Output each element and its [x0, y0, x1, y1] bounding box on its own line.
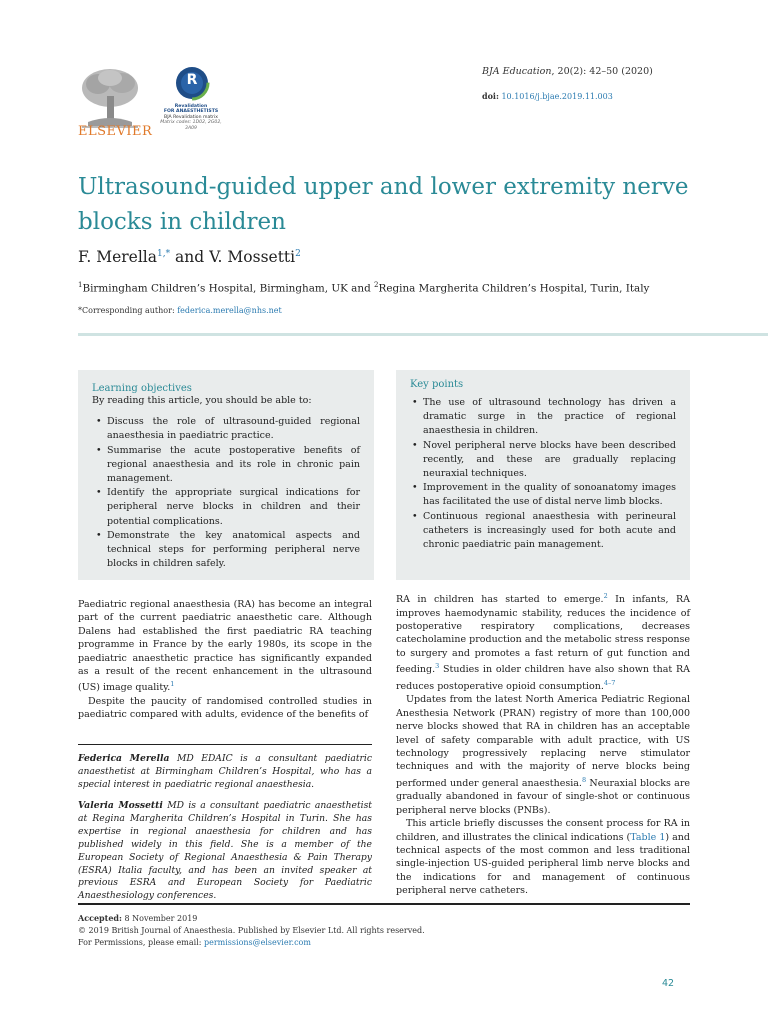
author-1-affiliation[interactable]: 1,*: [156, 248, 171, 259]
corresponding-author: [78, 306, 282, 315]
accepted-date: 8 November 2019: [121, 914, 198, 923]
affiliation-2: Regina Margherita Children’s Hospital, Turin, Italy: [378, 282, 650, 295]
body-paragraph: [396, 590, 690, 693]
bio-text: MD EDAIC is a consultant paediatric anaesthetist at Birmingham Children’s Hospital, who has a special interest in paediatric regional anaesthesia.: [78, 753, 372, 790]
body-column-left: [78, 598, 372, 722]
doi-label: doi:: [482, 91, 499, 101]
journal-issue: , 20(2): 42–50 (2020): [551, 66, 653, 77]
citation-link[interactable]: 8: [581, 775, 587, 784]
citation-link[interactable]: 2: [603, 592, 608, 600]
list-item: • Summarise the acute postoperative benefits of regional anaesthesia and its role in chronic pain management.: [94, 444, 360, 487]
publisher-name: ELSEVIER: [78, 124, 153, 139]
key-points-box: [396, 370, 690, 580]
revalidation-for: FOR ANAESTHETISTS: [163, 109, 219, 115]
doi-link[interactable]: 10.1016/j.bjae.2019.11.003: [501, 92, 613, 101]
paragraph-text: This article briefly discusses the consent process for RA in children, and illustrates the clinical indications (: [396, 818, 690, 843]
author-2: V. Mossetti: [209, 248, 296, 266]
bio-text: MD is a consultant paediatric anaesthetist at Regina Margherita Children’s Hospital in Turin. She has expertise in regional anaesthesia for children and has published widely in this field. She is a member of the European Society of Regional Anaesthesia & Pain Therapy (ESRA) Italia faculty, and has been an invited speaker at previous ESRA and European Society for Paediatric Anaesthesiology conferences.: [78, 800, 372, 902]
list-item: • Novel peripheral nerve blocks have been described recently, and these are gradually replacing neuraxial techniques.: [410, 439, 676, 482]
revalidation-letter: R: [186, 72, 198, 88]
revalidation-name: Revalidation: [174, 104, 208, 109]
affiliation-marker-1: 1: [78, 281, 83, 289]
accepted-date-line: [78, 913, 197, 923]
permissions-email-link[interactable]: permissions@elsevier.com: [203, 938, 311, 947]
journal-reference: [482, 66, 653, 77]
bio-divider: [78, 744, 372, 745]
author-conjunction: and: [170, 248, 210, 266]
list-item: • Identify the appropriate surgical indications for peripheral nerve blocks in children and their potential complications.: [94, 486, 360, 529]
author-line: [78, 248, 301, 266]
permissions-line: [78, 938, 311, 947]
body-column-right: [396, 590, 690, 898]
body-paragraph: Despite the paucity of randomised controlled studies in paediatric compared with adults, evidence of the benefits of: [78, 696, 372, 721]
page-number: 42: [662, 978, 675, 989]
bio-name: Federica Merella: [78, 753, 170, 764]
doi-line: [482, 91, 613, 101]
corresponding-email-link[interactable]: federica.merella@nhs.net: [177, 306, 282, 315]
header-divider: [78, 333, 768, 336]
paragraph-text: In infants, RA improves haemodynamic stability, reduces the incidence of postoperative respiratory complications, decreases catecholamine production and the metabolic stress response to surgery and promotes a fast return of gut function and feeding.: [396, 594, 690, 676]
paragraph-text: Neuraxial blocks are gradually abandoned in favour of single-shot or continuous peripheral nerve blocks (PNBs).: [396, 777, 690, 816]
footer-divider: [78, 903, 690, 905]
key-points-title: Key points: [410, 379, 464, 390]
paragraph-text: Updates from the latest North America Pediatric Regional Anesthesia Network (PRAN) registry of more than 100,000 nerve blocks showed that RA in children has an acceptable level of safety comparable with adult practice, with US technology progressively replacing nerve stimulator techniques and with the majority of nerve blocks being performed under general anaesthesia.: [396, 694, 690, 789]
learning-objectives-list: [94, 415, 360, 571]
body-paragraph: [396, 693, 690, 817]
author-2-affiliation[interactable]: 2: [295, 248, 301, 259]
paragraph-text: RA in children has started to emerge.: [396, 594, 604, 606]
permissions-label: For Permissions, please email:: [78, 938, 204, 947]
learning-objectives-intro: By reading this article, you should be able to:: [92, 395, 312, 406]
affiliation-1: Birmingham Children’s Hospital, Birmingham, UK and: [82, 282, 375, 295]
citation-link[interactable]: 1: [170, 680, 175, 689]
list-item: • Demonstrate the key anatomical aspects and technical steps for performing peripheral nerve blocks in children safely.: [94, 529, 360, 572]
affiliation-marker-2: 2: [374, 281, 379, 289]
revalidation-codes: Matrix codes: 1D02, 2G02, 3A09: [160, 120, 222, 131]
bio-name: Valeria Mossetti: [78, 800, 163, 811]
key-points-list: [410, 396, 676, 552]
citation-link[interactable]: 3: [435, 662, 440, 671]
journal-name: BJA Education: [482, 66, 552, 77]
table-link[interactable]: Table 1: [630, 831, 666, 843]
learning-objectives-title: Learning objectives: [92, 383, 192, 394]
revalidation-caption: [160, 104, 222, 131]
list-item: • Improvement in the quality of sonoanatomy images has facilitated the use of distal nerve limb blocks.: [410, 481, 676, 509]
body-paragraph: [78, 598, 372, 695]
copyright-line: © 2019 British Journal of Anaesthesia. Published by Elsevier Ltd. All rights reserved.: [78, 926, 425, 935]
list-item: • The use of ultrasound technology has driven a dramatic surge in the practice of regional anaesthesia in children.: [410, 396, 676, 439]
body-paragraph: [396, 817, 690, 897]
paragraph-text: Paediatric regional anaesthesia (RA) has become an integral part of the current paediatric anaesthetic care. Although Dalens had established the first paediatric RA teaching programme in France by the early 1980s, its scope in the paediatric anaesthetic practice has significantly expanded as a result of the recent enhancement in the ultrasound (US) image quality.: [78, 599, 372, 694]
author-1: F. Merella: [78, 248, 157, 266]
elsevier-tree-icon: [78, 66, 142, 128]
paragraph-text: ) and technical aspects of the most common and less traditional single-injection US-guided peripheral limb nerve blocks and the indications for and management of continuous peripheral nerve catheters.: [396, 831, 690, 897]
citation-link[interactable]: 4–7: [603, 678, 616, 687]
list-item: • Discuss the role of ultrasound-guided regional anaesthesia in paediatric practice.: [94, 415, 360, 443]
article-title: Ultrasound-guided upper and lower extremity nerve blocks in children: [78, 174, 689, 235]
affiliations: [78, 281, 718, 294]
paragraph-text: Studies in older children have also shown that RA reduces postoperative opioid consumption.: [396, 664, 690, 692]
learning-objectives-box: [78, 370, 374, 580]
author-bio-2: [78, 800, 372, 903]
revalidation-note: BJA Revalidation matrix: [164, 114, 218, 120]
author-bio-1: [78, 753, 372, 792]
list-item: • Continuous regional anaesthesia with perineural catheters is increasingly used for both acute and chronic paediatric pain management.: [410, 510, 676, 553]
accepted-label: Accepted:: [78, 913, 122, 923]
corresponding-label: *Corresponding author:: [78, 306, 178, 315]
